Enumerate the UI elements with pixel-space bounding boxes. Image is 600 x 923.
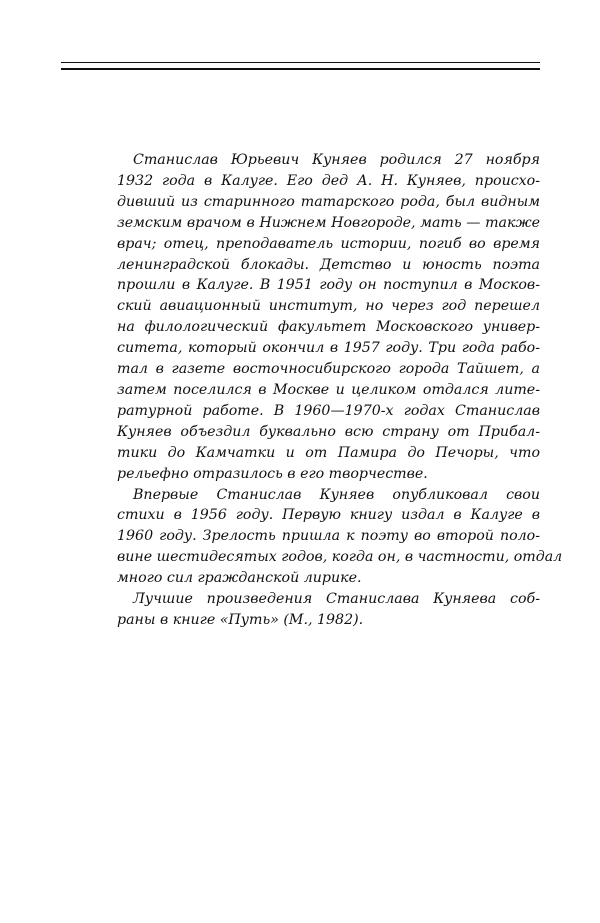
text-line: Куняев объездил буквально всю страну от Прибал- [117, 423, 540, 440]
text-line: Лучшие произведения Станислава Куняева соб- [133, 591, 540, 608]
text-line: дивший из старинного татарского рода, был видным [117, 193, 540, 210]
text-line: ский авиационный институт, но через год перешел [117, 298, 540, 315]
text-line: 1932 года в Калуге. Его дед А. Н. Куняев, происхо- [117, 172, 540, 189]
paragraph [117, 485, 563, 590]
text-line: раны в книге «Путь» (М., 1982). [117, 611, 364, 628]
text-line: рельефно отразилось в его творчестве. [117, 465, 428, 482]
biography-text [117, 150, 563, 631]
text-line: на филологический факультет Московского универ- [117, 319, 540, 336]
text-line: Станислав Юрьевич Куняев родился 27 ноября [133, 152, 540, 168]
header-rule-thick [61, 68, 540, 70]
header-rule-thin [61, 62, 540, 63]
text-line: земским врачом в Нижнем Новгороде, мать — также [117, 214, 540, 231]
text-line: стихи в 1956 году. Первую книгу издал в Калуге в [117, 507, 540, 524]
text-line: врач; отец, преподаватель истории, погиб во время [117, 235, 540, 252]
text-line: тал в газете восточносибирского города Тайшет, а [117, 361, 540, 378]
text-line: ленинградской блокады. Детство и юность поэта [117, 256, 540, 273]
text-line: вине шестидесятых годов, когда он, в частности, отдал [117, 549, 563, 566]
text-line: тики до Камчатки и от Памира до Печоры, что [117, 444, 540, 461]
text-line: много сил гражданской лирике. [117, 570, 362, 587]
text-line: Впервые Станислав Куняев опубликовал свои [133, 486, 540, 503]
text-line: ратурной работе. В 1960—1970-х годах Станислав [117, 402, 540, 419]
paragraph [117, 150, 540, 485]
text-line: прошли в Калуге. В 1951 году он поступил в Москов- [117, 277, 540, 294]
text-line: затем поселился в Москве и целиком отдался лите- [117, 381, 540, 398]
text-line: 1960 году. Зрелость пришла к поэту во второй поло- [117, 528, 540, 545]
text-line: ситета, который окончил в 1957 году. Три года рабо- [117, 340, 540, 357]
paragraph [117, 589, 540, 631]
